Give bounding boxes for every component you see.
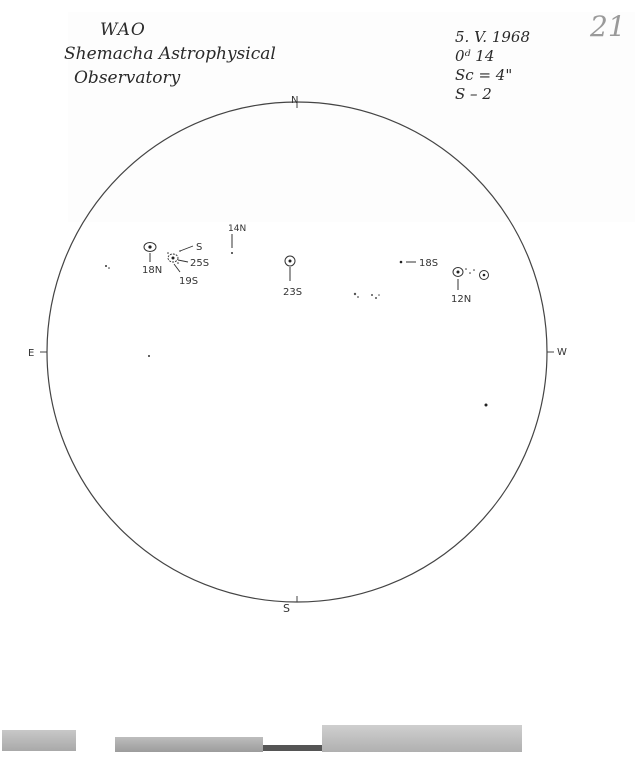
south-label: S xyxy=(283,602,290,615)
label-19s: 19S xyxy=(179,276,199,287)
north-label: N xyxy=(291,95,299,106)
scan-artifact xyxy=(2,730,76,751)
sunspot-group-18n xyxy=(142,243,162,277)
label-14n: 14N xyxy=(228,224,247,234)
seeing-value: Sc = 4" xyxy=(455,66,513,84)
label-23s: 23S xyxy=(283,287,303,298)
label-s: S xyxy=(196,242,203,253)
sunspot-dot xyxy=(108,267,110,269)
scan-artifact xyxy=(115,737,263,752)
west-label: W xyxy=(557,347,567,358)
observation-date: 5. V. 1968 xyxy=(455,28,530,46)
sunspot-dot xyxy=(485,404,488,407)
sunspot-group-23s xyxy=(283,256,302,298)
sunspot-group-18s xyxy=(400,258,438,269)
sunspot-cluster-center xyxy=(354,293,380,299)
observatory-word: Observatory xyxy=(74,68,181,88)
label-12n: 12N xyxy=(451,294,472,305)
solar-disk-outline xyxy=(47,102,547,602)
sunspot-dot xyxy=(148,355,150,357)
observatory-name: Shemacha Astrophysical xyxy=(64,44,276,64)
scale-value: S – 2 xyxy=(455,85,492,103)
sunspot-group-12n xyxy=(451,268,489,306)
sunspot-group-25s xyxy=(167,242,209,287)
scan-artifact xyxy=(322,725,522,752)
observation-time: 0ᵈ 14 xyxy=(455,47,495,65)
label-25s: 25S xyxy=(190,258,210,269)
sunspot-group-14n xyxy=(228,224,246,254)
label-18n: 18N xyxy=(142,265,163,276)
label-18s: 18S xyxy=(419,258,439,269)
east-label: E xyxy=(28,348,35,359)
sunspot-dot xyxy=(105,265,107,267)
scan-artifact xyxy=(263,745,322,751)
observatory-code: WAO xyxy=(100,20,146,40)
page-number: 21 xyxy=(590,10,626,43)
